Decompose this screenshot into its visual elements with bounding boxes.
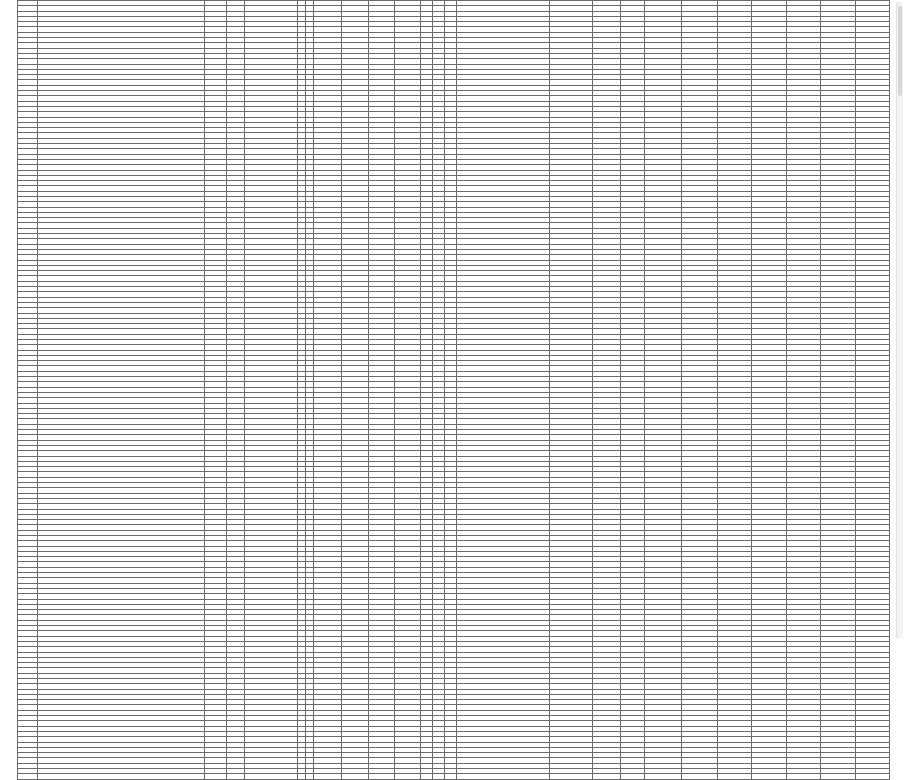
table-cell	[314, 774, 342, 779]
table-cell	[821, 774, 855, 779]
table-cell	[621, 774, 645, 779]
spreadsheet-page	[17, 0, 890, 640]
table-body	[18, 1, 890, 780]
table-cell	[245, 774, 298, 779]
table-cell	[681, 774, 717, 779]
table-cell	[457, 774, 550, 779]
table-cell	[855, 774, 889, 779]
table-cell	[786, 774, 820, 779]
table-cell	[297, 774, 305, 779]
table-cell	[204, 774, 226, 779]
table-cell	[718, 774, 752, 779]
data-table	[17, 0, 890, 780]
table-cell	[342, 774, 368, 779]
table-row	[18, 774, 890, 779]
table-cell	[433, 774, 445, 779]
table-cell	[445, 774, 457, 779]
vertical-scrollbar[interactable]	[896, 2, 903, 638]
table-cell	[38, 774, 205, 779]
table-cell	[550, 774, 592, 779]
table-cell	[368, 774, 394, 779]
table-cell	[421, 774, 433, 779]
table-cell	[18, 774, 38, 779]
table-cell	[394, 774, 420, 779]
table-cell	[752, 774, 786, 779]
table-cell	[592, 774, 620, 779]
scrollbar-thumb[interactable]	[898, 6, 902, 96]
table-cell	[227, 774, 245, 779]
table-cell	[645, 774, 681, 779]
table-cell	[305, 774, 313, 779]
